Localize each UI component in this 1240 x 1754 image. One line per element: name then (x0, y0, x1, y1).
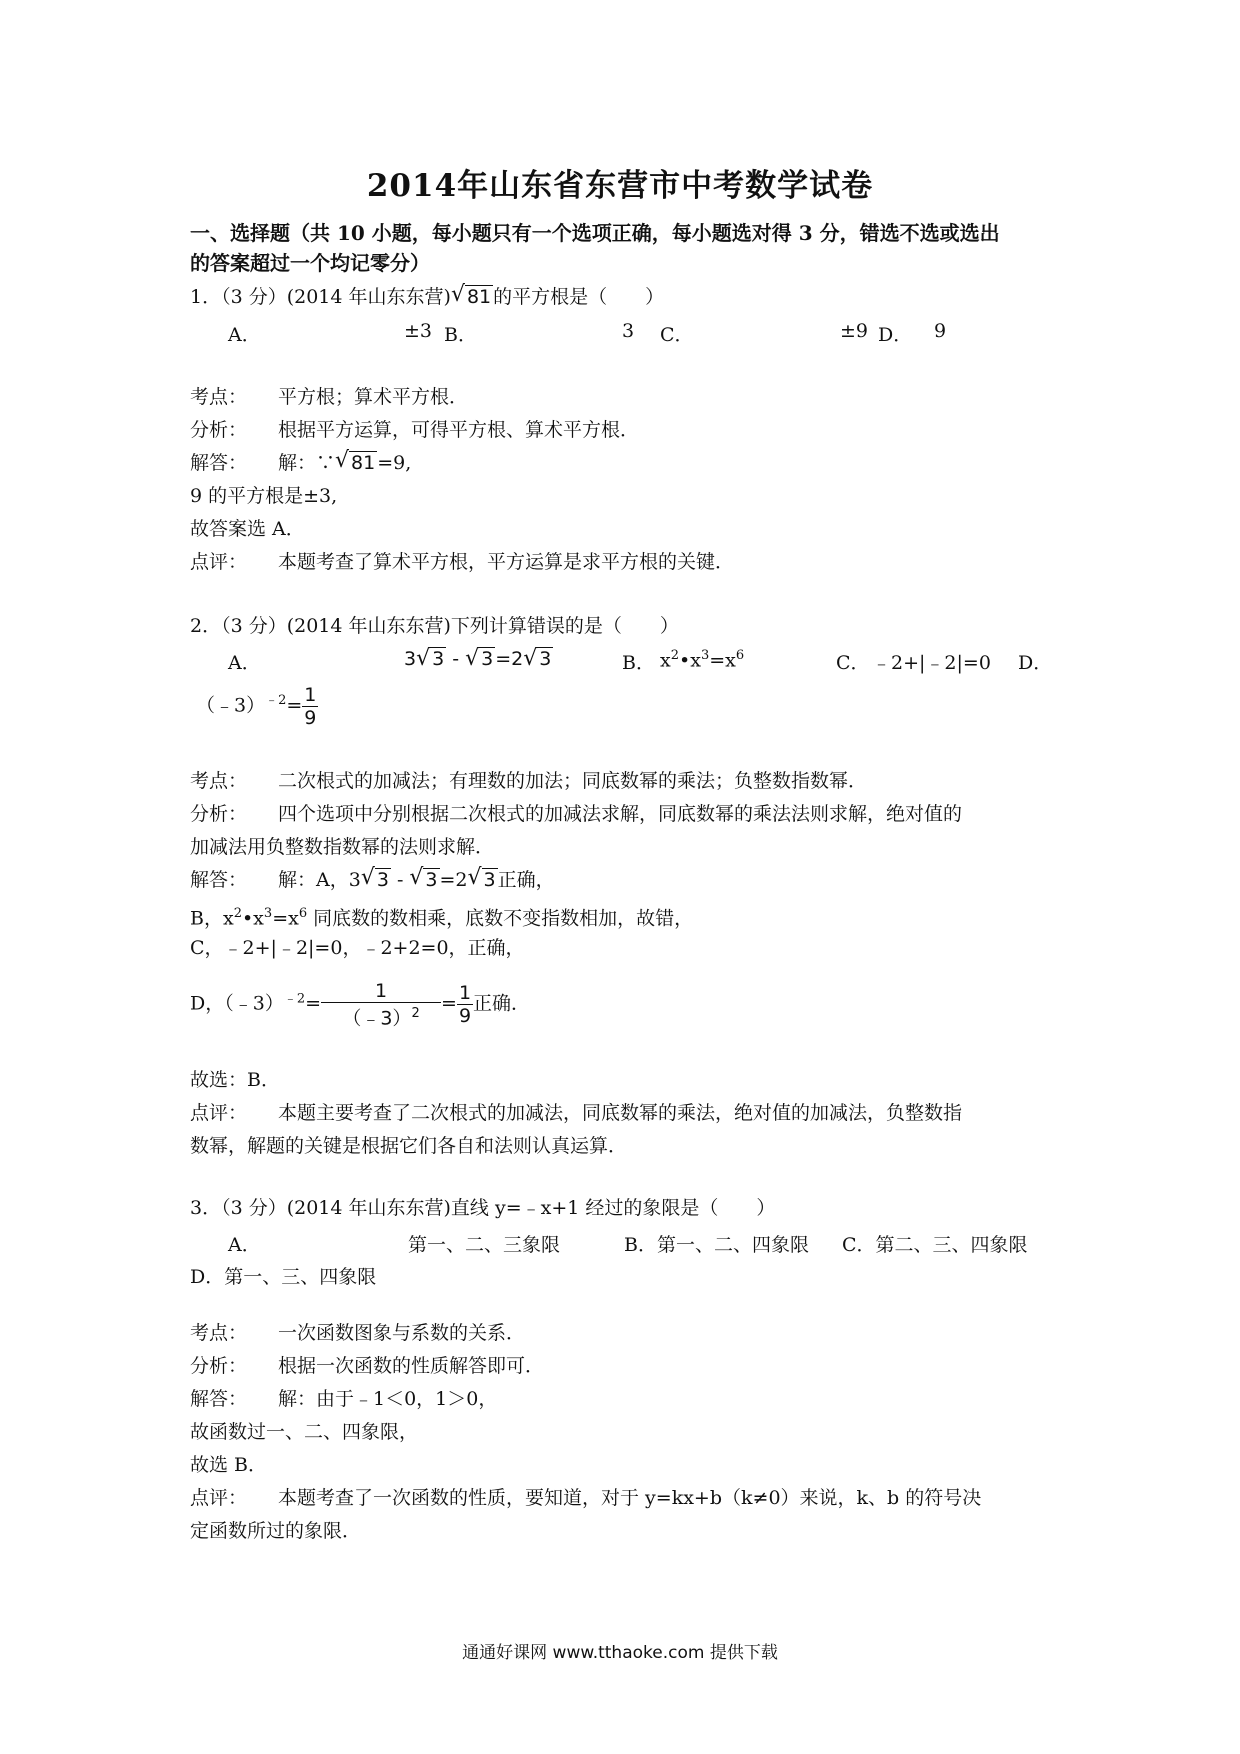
q2-option-c-label: C． (836, 652, 870, 674)
section-heading-line1: 一、选择题（共 10 小题，每小题只有一个选项正确，每小题选对得 3 分，错选不选或选出 (190, 221, 1000, 245)
q2-jieda-line-d: D，（﹣3）$^{﹣2}$= $\frac{1}{(﹣3)^2}$ = $\frac{1}{9}$ 正确． (190, 980, 531, 1030)
q1-option-c-value: ±9 (840, 320, 869, 342)
q3-option-b: B．第一、二、四象限 (624, 1234, 809, 1256)
q1-option-a-label: A． (228, 324, 261, 346)
q2-guxuan: 故选：B． (190, 1069, 280, 1091)
q3-option-d: D．第一、三、四象限 (190, 1266, 377, 1288)
q2-dianping-line2: 数幂，解题的关键是根据它们各自和法则认真运算． (190, 1135, 628, 1157)
q3-stem: 3．（3 分）(2014 年山东东营)直线 y=﹣x+1 经过的象限是（ ） (190, 1197, 776, 1219)
q2-option-b-label: B． (622, 652, 655, 674)
q1-option-c-label: C． (660, 324, 694, 346)
q2-fenxi: 分析： 四个选项中分别根据二次根式的加减法求解，同底数幂的乘法法则求解，绝对值的 (190, 803, 963, 825)
q3-option-a-label: A． (228, 1234, 261, 1256)
q1-option-d-value: 9 (934, 320, 947, 342)
q1-jieda-line2: 9 的平方根是±3, (190, 485, 338, 507)
q3-dianping: 点评： 本题考查了一次函数的性质，要知道，对于 y=kx+b（k≠0）来说，k、b 的符号决 (190, 1487, 982, 1509)
q2-jieda-line-c: C，﹣2+|﹣2|=0，﹣2+2=0，正确， (190, 937, 525, 959)
page-title: 2014年山东省东营市中考数学试卷 (366, 168, 874, 204)
q1-jieda-line3: 故答案选 A． (190, 518, 305, 540)
q2-jieda-line-b: B，$x^2•x^3=x^6$ 同底数的数相乘，底数不变指数相加，故错， (190, 906, 694, 930)
q1-dianping: 点评： 本题考查了算术平方根，平方运算是求平方根的关键． (190, 551, 735, 573)
q2-option-a-value: 3√ 3 - √ 3 =2√ 3 (404, 648, 553, 670)
q3-jieda: 解答： 解：由于﹣1＜0，1＞0， (190, 1388, 498, 1410)
q3-jieda-line3: 故选 B． (190, 1454, 268, 1476)
q1-jieda-sqrt: √ 81 (335, 452, 377, 474)
q2-option-b-value: $x^2•x^3=x^6$ (660, 648, 745, 672)
q2-option-d-value: （﹣3）$^{﹣2}$= $\frac{1}{9}$ (196, 684, 317, 729)
q1-kaodian: 考点： 平方根；算术平方根． (190, 386, 469, 408)
q3-kaodian: 考点： 一次函数图象与系数的关系． (190, 1322, 526, 1344)
q2-option-c-value: ﹣2+|﹣2|=0 (872, 652, 991, 674)
section-heading-line2: 的答案超过一个均记零分） (190, 251, 430, 275)
q1-sqrt: √ 81 (451, 286, 493, 308)
q1-stem: 1．（3 分）(2014 年山东东营)√ 81 的平方根是（ ） (190, 286, 664, 308)
q1-option-b-value: 3 (622, 320, 635, 342)
q2-option-d-label: D． (1018, 652, 1053, 674)
footer-source: 通通好课网 www.tthaoke.com 提供下载 (462, 1643, 778, 1663)
q2-kaodian: 考点： 二次根式的加减法；有理数的加法；同底数幂的乘法；负整数指数幂． (190, 770, 868, 792)
q1-fenxi: 分析： 根据平方运算，可得平方根、算术平方根． (190, 419, 640, 441)
q2-fenxi-line2: 加减法用负整数指数幂的法则求解． (190, 836, 495, 858)
q2-dianping: 点评： 本题主要考查了二次根式的加减法，同底数幂的乘法，绝对值的加减法，负整数指 (190, 1102, 963, 1124)
q3-option-c: C．第二、三、四象限 (842, 1234, 1028, 1256)
q2-jieda: 解答： 解：A，3√ 3 - √ 3 =2√ 3 正确， (190, 869, 555, 891)
q3-jieda-line2: 故函数过一、二、四象限， (190, 1421, 419, 1443)
q2-stem: 2．（3 分）(2014 年山东东营)下列计算错误的是（ ） (190, 615, 679, 637)
q3-dianping-line2: 定函数所过的象限． (190, 1520, 362, 1542)
q1-option-b-label: B． (444, 324, 477, 346)
q1-jieda: 解答： 解：∵√ 81 =9, (190, 452, 411, 474)
q1-option-a-value: ±3 (404, 320, 433, 342)
q1-option-d-label: D． (878, 324, 913, 346)
q2-option-a-label: A． (228, 652, 261, 674)
q3-option-a-value: 第一、二、三象限 (408, 1234, 561, 1256)
q3-fenxi: 分析： 根据一次函数的性质解答即可． (190, 1355, 545, 1377)
